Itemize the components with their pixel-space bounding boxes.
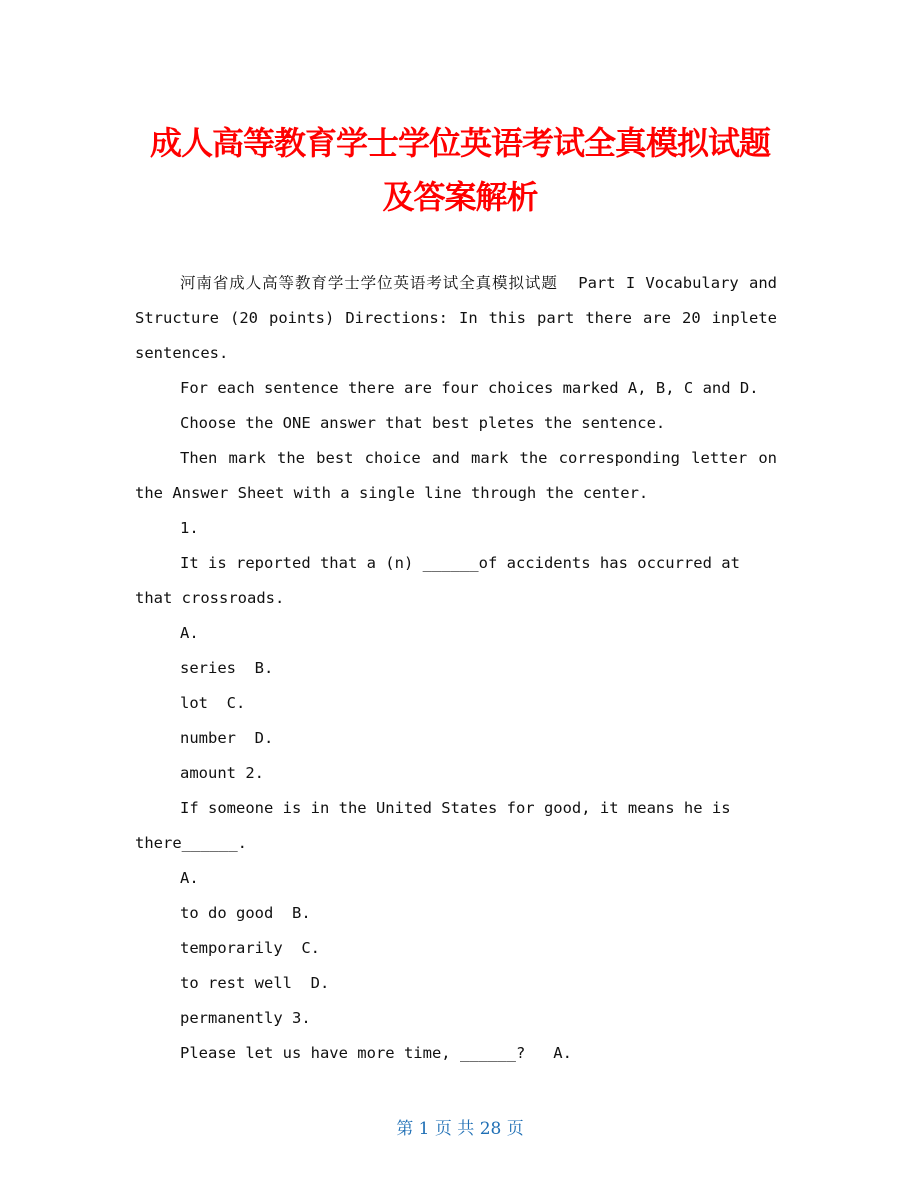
- question-3-text: Please let us have more time, ______? A.: [180, 1044, 572, 1062]
- instruction-mark: Then mark the best choice and mark the corresponding letter on the Answer Sheet with a single line through the center.: [135, 449, 787, 502]
- question-1-option: series B.: [180, 659, 274, 677]
- intro-paragraph: 河南省成人高等教育学士学位英语考试全真模拟试题 Part I Vocabulary and Structure (20 points) Directions: In this part there are 20 inplete sentences.: [135, 274, 787, 362]
- question-2-option: to do good B.: [180, 904, 311, 922]
- document-title-line-1: 成人高等教育学士学位英语考试全真模拟试题: [149, 124, 770, 162]
- question-1-option-label: A.: [180, 624, 199, 642]
- instruction-choose: Choose the ONE answer that best pletes the sentence.: [180, 414, 666, 432]
- question-2-option: to rest well D.: [180, 974, 330, 992]
- document-title-line-2: 及答案解析: [382, 178, 538, 216]
- question-2-option: temporarily C.: [180, 939, 320, 957]
- document-body: [135, 266, 787, 1071]
- question-2-text: If someone is in the United States for good, it means he is there______.: [135, 799, 740, 852]
- question-1-option: lot C.: [180, 694, 246, 712]
- question-1-text: It is reported that a (n) ______of accidents has occurred at that crossroads.: [135, 554, 750, 607]
- question-2-option-label: A.: [180, 869, 199, 887]
- question-2-option: permanently 3.: [180, 1009, 311, 1027]
- question-1-option: number D.: [180, 729, 274, 747]
- question-number-1: 1.: [180, 519, 199, 537]
- question-1-option: amount 2.: [180, 764, 264, 782]
- instruction-choices: For each sentence there are four choices marked A, B, C and D.: [180, 379, 759, 397]
- page-footer: 第 1 页 共 28 页: [396, 1119, 524, 1139]
